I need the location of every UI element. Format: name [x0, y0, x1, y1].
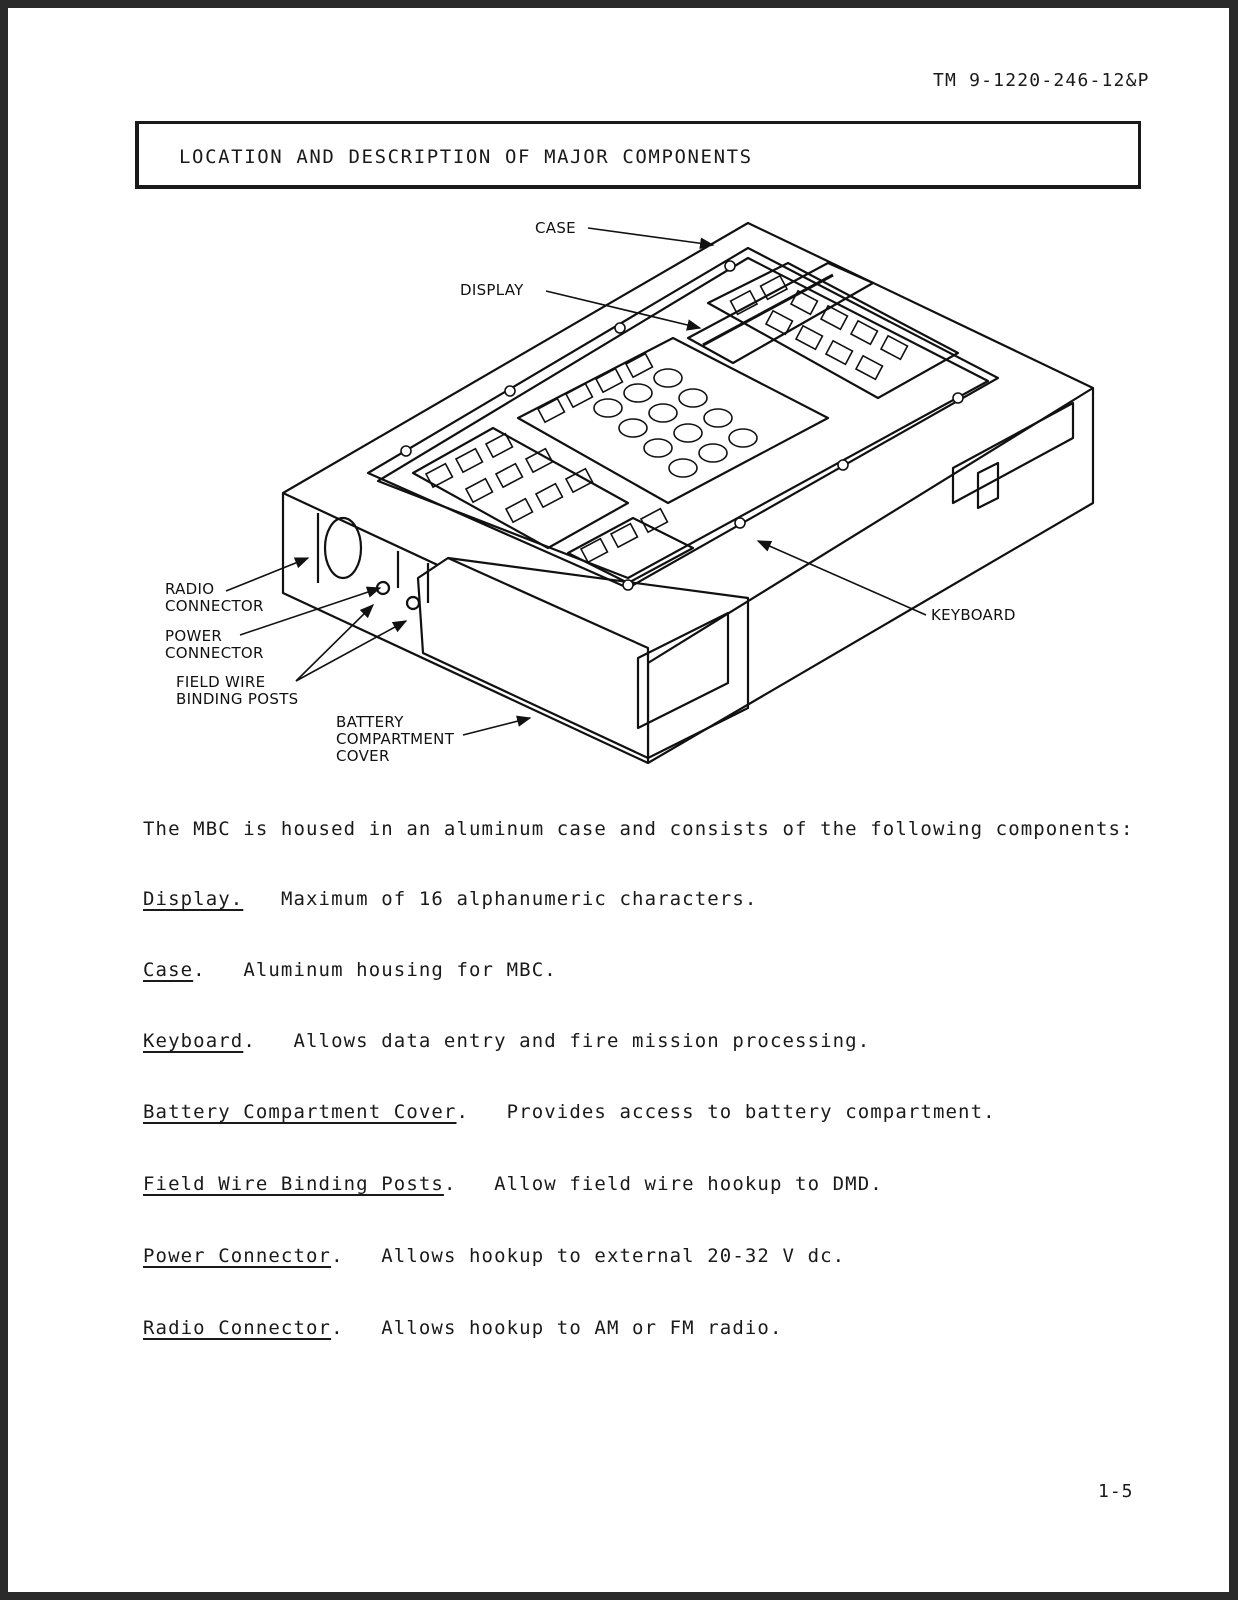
callout-field-wire-line2: BINDING POSTS — [176, 690, 299, 708]
component-figure — [128, 203, 1128, 783]
callout-radio-line2: CONNECTOR — [165, 597, 264, 615]
component-item-display — [143, 888, 757, 910]
component-item-battery-cover: Battery Compartment Cover. Provides access to battery compartment. — [143, 1101, 996, 1123]
component-description: Provides access to battery compartment. — [506, 1101, 996, 1123]
component-item-binding-posts: Field Wire Binding Posts. Allow field wire hookup to DMD. — [143, 1173, 883, 1195]
mbc-line-drawing — [128, 203, 1128, 783]
component-description: Aluminum housing for MBC. — [243, 959, 557, 981]
component-item-keyboard: Keyboard. Allows data entry and fire mission processing. — [143, 1030, 871, 1052]
section-title-box — [135, 121, 1141, 189]
component-term: Battery Compartment Cover — [143, 1101, 457, 1123]
callout-power-line2: CONNECTOR — [165, 644, 264, 662]
component-description: Allows hookup to external 20-32 V dc. — [381, 1245, 846, 1267]
callout-keyboard: KEYBOARD — [931, 606, 1016, 624]
callout-battery-line2: COMPARTMENT — [336, 730, 455, 748]
component-description: Allows data entry and fire mission processing. — [293, 1030, 871, 1052]
component-item-power-connector: Power Connector. Allows hookup to external 20-32 V dc. — [143, 1245, 846, 1267]
component-item-radio-connector: Radio Connector. Allows hookup to AM or FM radio. — [143, 1317, 783, 1339]
component-description: Maximum of 16 alphanumeric characters. — [280, 888, 758, 910]
callout-case: CASE — [535, 219, 576, 237]
document-id: TM 9-1220-246-12&P — [933, 70, 1150, 91]
device-outline — [283, 223, 1093, 763]
callout-battery-line3: COVER — [336, 747, 390, 765]
section-title: LOCATION AND DESCRIPTION OF MAJOR COMPONENTS — [179, 146, 753, 168]
callout-power-line1: POWER — [165, 627, 223, 645]
component-term: Display. — [143, 888, 244, 910]
component-term: Power Connector — [143, 1245, 332, 1267]
component-term: Case — [143, 959, 194, 981]
callout-display: DISPLAY — [460, 281, 524, 299]
component-description: Allows hookup to AM or FM radio. — [381, 1317, 783, 1339]
page-number: 1-5 — [1098, 1481, 1134, 1502]
callout-battery-line1: BATTERY — [336, 713, 404, 731]
callout-radio-line1: RADIO — [165, 580, 215, 598]
component-term: Field Wire Binding Posts — [143, 1173, 444, 1195]
component-term: Radio Connector — [143, 1317, 332, 1339]
component-item-case: Case. Aluminum housing for MBC. — [143, 959, 557, 981]
component-description: Allow field wire hookup to DMD. — [494, 1173, 883, 1195]
callout-field-wire-line1: FIELD WIRE — [176, 673, 266, 691]
component-term: Keyboard — [143, 1030, 244, 1052]
intro-paragraph: The MBC is housed in an aluminum case and consists of the following components: — [143, 818, 1134, 840]
